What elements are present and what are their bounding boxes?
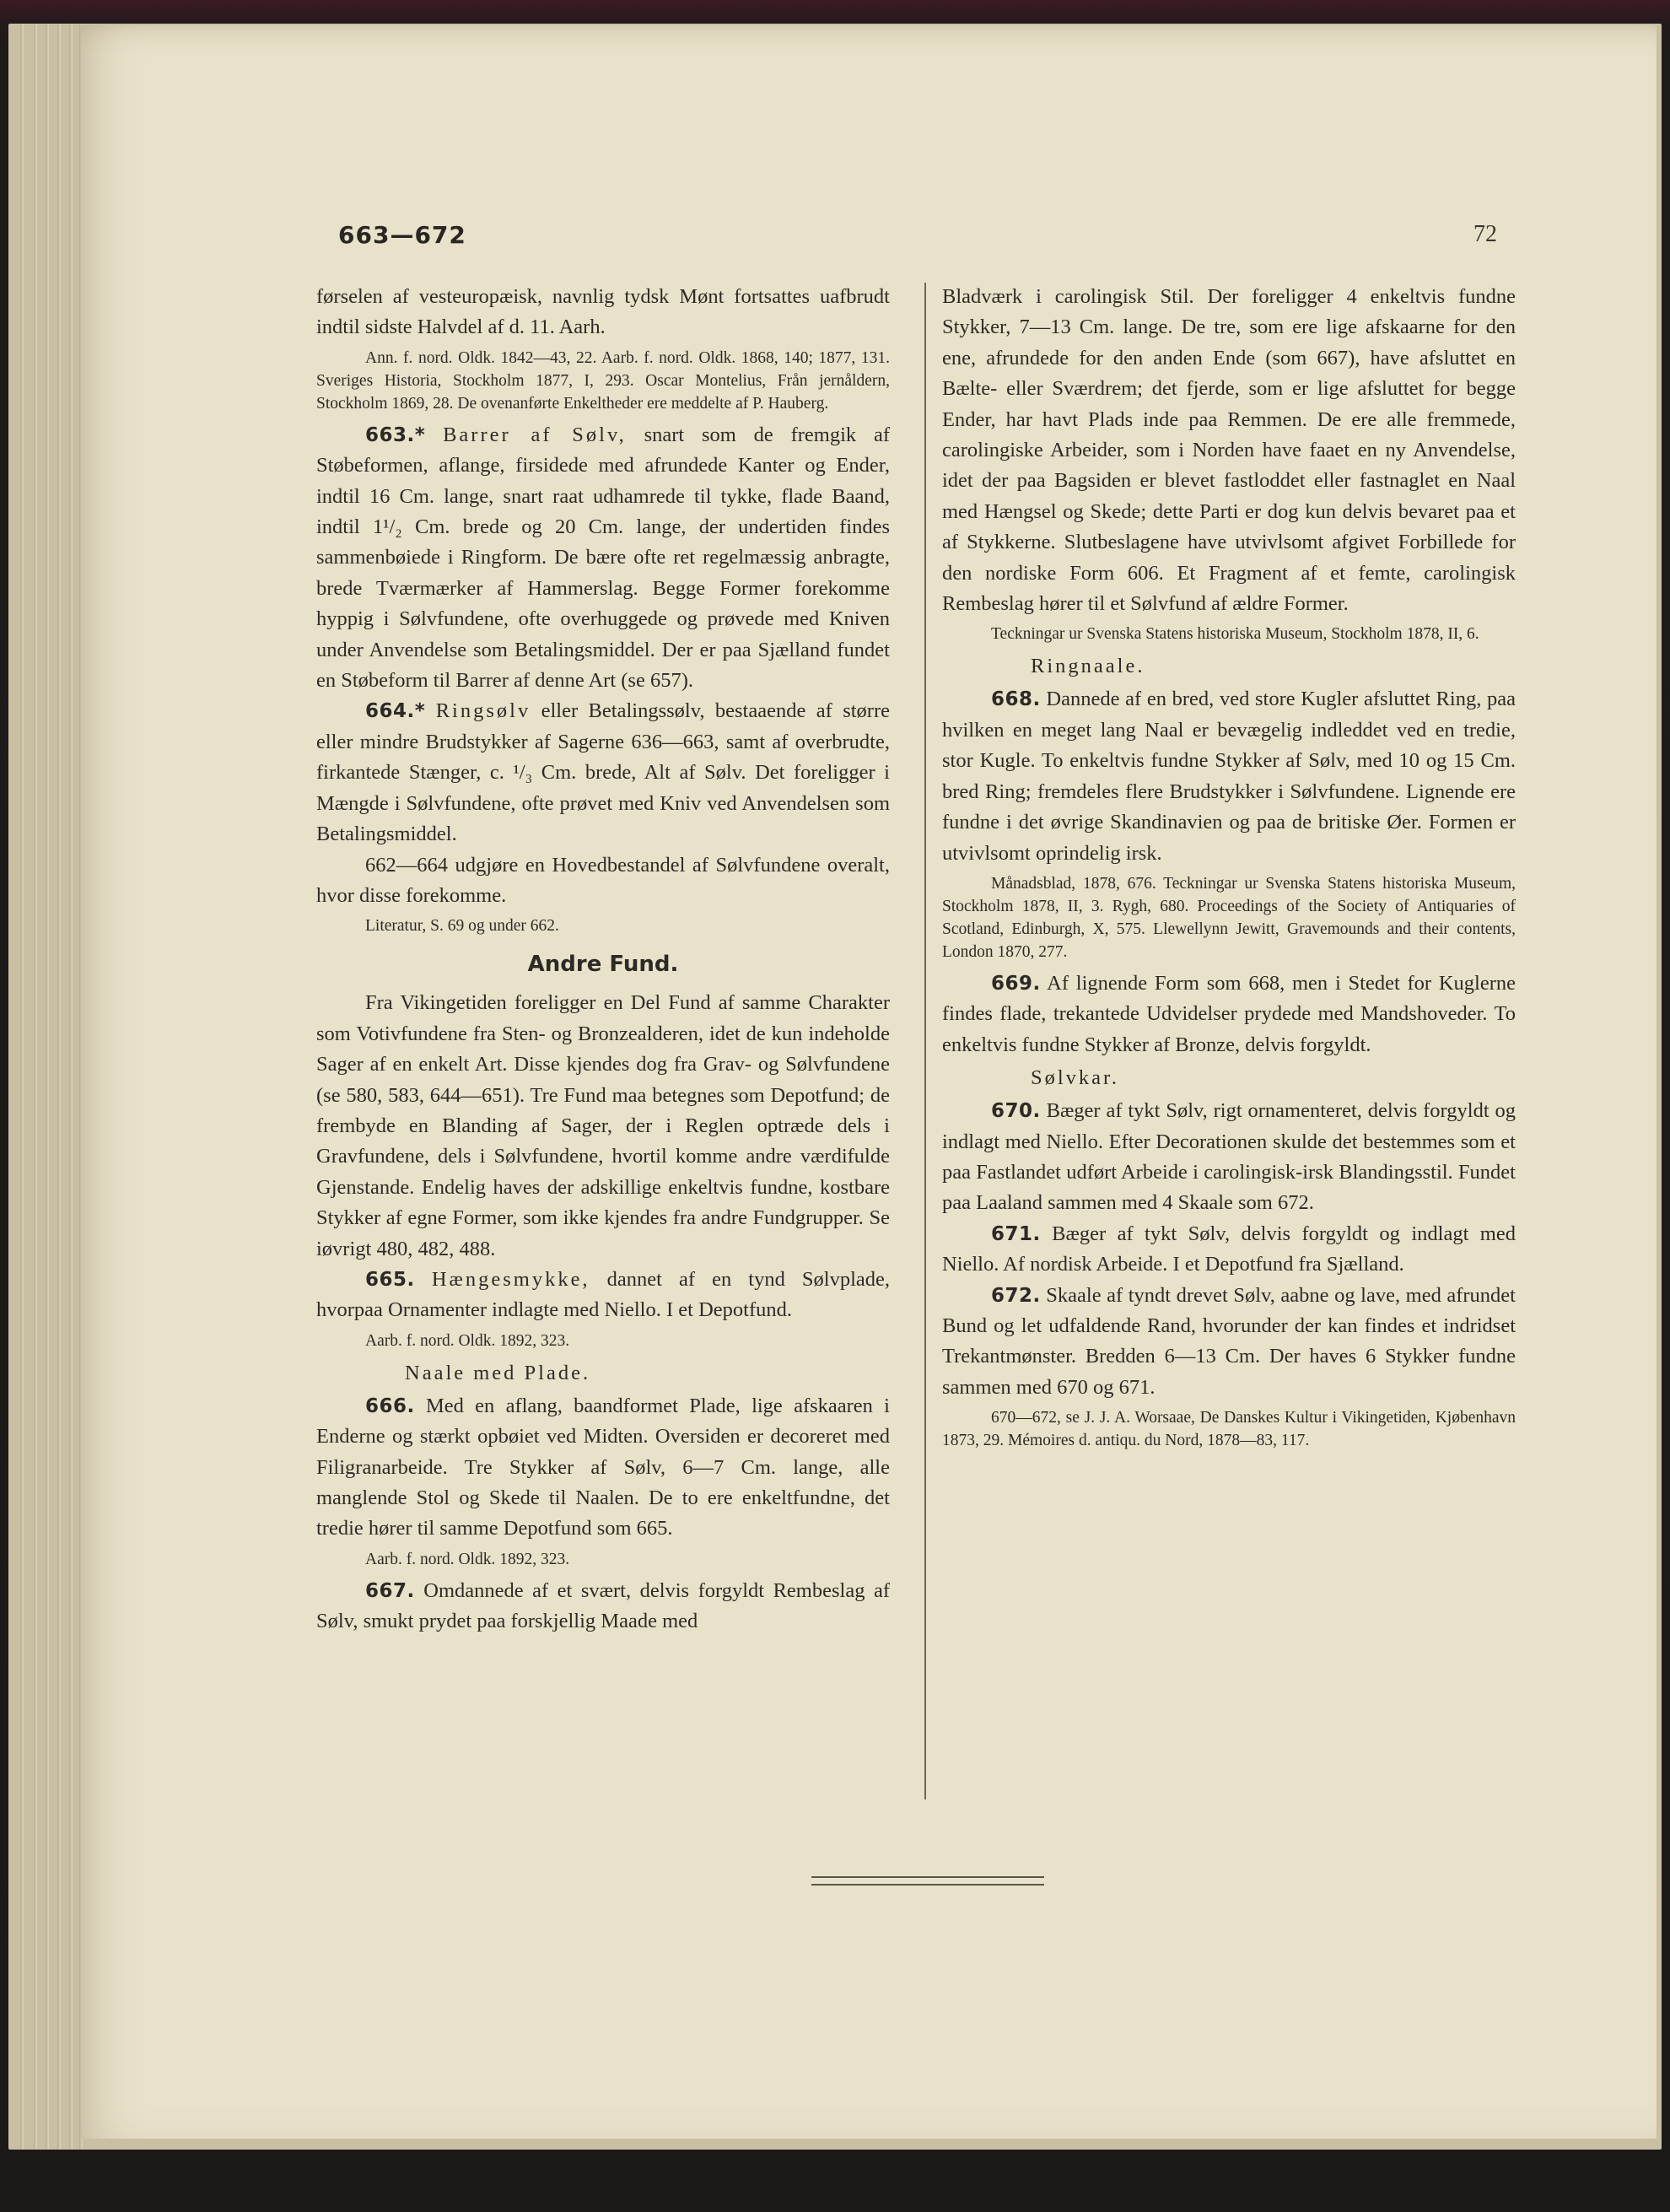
- entry-text: dannet af en tynd Sølvplade, hvorpaa Ornamenter indlagte med Niello. I et Depotfund.: [316, 1267, 890, 1322]
- running-head: 663—672: [338, 221, 466, 249]
- entry-lead: Barrer af Sølv,: [443, 423, 627, 446]
- entry-664: [316, 696, 890, 850]
- reference-note: Teckningar ur Svenska Statens historiska Museum, Stockholm 1878, II, 6.: [991, 625, 1479, 644]
- entry-number: 663.*: [365, 424, 426, 446]
- entry-number: 671.: [991, 1222, 1041, 1245]
- entry-text: eller Betalingssølv, bestaaende af større eller mindre Brudstykker af Sagerne 636—663, samt af overbrudte, firkantede Stænger, c. ¹/₃ Cm. brede, Alt af Sølv. Det foreligger i Mængde i Sølvfundene, ofte prøvet med Kniv ved Anvendelsen som Betalingsmiddel.: [316, 699, 890, 846]
- entry-671: [942, 1219, 1516, 1281]
- entry-number: 666.: [365, 1395, 415, 1417]
- entry-number: 670.: [991, 1100, 1041, 1123]
- paragraph-continued: Bladværk i carolingisk Stil. Der foreligger 4 enkeltvis fundne Stykker, 7—13 Cm. lange. De tre, som ere lige afskaarne for den ene, afrundede for den anden Ende (som 667), have afsluttet en Bælte- eller Sværdrem; det fjerde, som er lige afsluttet for begge Ender, har havt Plads inde paa Remmen. De ere alle fremmede, carolingiske Arbeider, som i Norden have faaet en ny Anvendelse, idet der paa Bagsiden er blevet fastloddet eller fastnaglet en Naal med Hængsel og Skede; dette Parti er dog kun delvis bevaret paa et af Stykkerne. Slutbeslagene have utvivlsomt afgivet Forbillede for den nordiske Form 606. Et Fragment af et femte, carolingisk Rembeslag hører til et Sølvfund af ældre Former.: [942, 285, 1516, 616]
- page-edge: [57, 24, 61, 2150]
- paragraph-continued: førselen af vesteuropæisk, navnlig tydsk Mønt fortsattes uafbrudt indtil sidste Halvdel af d. 11. Aarh.: [316, 285, 890, 339]
- left-column: [316, 282, 890, 1637]
- right-column: [942, 282, 1516, 1457]
- entry-number: 667.: [365, 1579, 415, 1602]
- reference-note: Ann. f. nord. Oldk. 1842—43, 22. Aarb. f. nord. Oldk. 1868, 140; 1877, 131. Sveriges Historia, Stockholm 1877, I, 293. Oscar Montelius, Från jernåldern, Stockholm 1869, 28. De ovenanførte Enkeltheder ere meddelte af P. Hauberg.: [316, 348, 890, 413]
- entry-number: 665.: [365, 1268, 415, 1291]
- entry-text: Dannede af en bred, ved store Kugler afsluttet Ring, paa hvilken en meget lang Naal er bevægelig indleddet ved en tredie, stor Kugle. To enkeltvis fundne Stykker af Sølv, med 10 og 15 Cm. bred Ring; fremdeles flere Brudstykker i Sølvfundene. Lignende ere fundne i det øvrige Skandinavien og paa de britiske Øer. Formen er utvivlsomt oprindelig irsk.: [942, 688, 1516, 865]
- entry-668: [942, 684, 1516, 868]
- reference-note: 670—672, se J. J. A. Worsaae, De Danskes Kultur i Vikingetiden, Kjøbenhavn 1873, 29. Mémoires d. antiqu. du Nord, 1878—83, 117.: [942, 1409, 1516, 1450]
- entry-669: [942, 968, 1516, 1060]
- page-edge: [69, 24, 73, 2150]
- reference-note: Månadsblad, 1878, 676. Teckningar ur Svenska Statens historiska Museum, Stockholm 1878, II, 3. Rygh, 680. Proceedings of the Society of Antiquaries of Scotland, Edinburgh, X, 575. Llewellynn Jewitt, Gravemounds and their contents, London 1870, 277.: [942, 874, 1516, 961]
- entry-672: [942, 1281, 1516, 1404]
- entry-text: Bæger af tykt Sølv, delvis forgyldt og indlagt med Niello. Af nordisk Arbeide. I et Depotfund fra Sjælland.: [942, 1222, 1516, 1276]
- entry-text: Med en aflang, baandformet Plade, lige afskaaren i Enderne og stærkt opbøiet ved Midten. Oversiden er decoreret med Filigranarbeide. Tre Stykker af Sølv, 6—7 Cm. lange, alle manglende Stol og Skede til Naalen. De to ere enkeltfundne, det tredie hører til samme Depotfund som 665.: [316, 1394, 890, 1540]
- column-divider: [924, 283, 926, 1799]
- entry-670: [942, 1096, 1516, 1219]
- reference-note: Literatur, S. 69 og under 662.: [365, 917, 559, 936]
- entry-text: Bæger af tykt Sølv, rigt ornamenteret, delvis forgyldt og indlagt med Niello. Efter Decorationen skulde det bestemmes som et paa Fastlandet udført Arbeide i carolingisk-irsk Blandingsstil. Fundet paa Laaland sammen med 4 Skaale som 672.: [942, 1099, 1516, 1215]
- section-heading: Andre Fund.: [527, 952, 679, 978]
- entry-text: Omdannede af et svært, delvis forgyldt Rembeslag af Sølv, smukt prydet paa forskjellig Maade med: [316, 1578, 890, 1633]
- entry-text: Skaale af tyndt drevet Sølv, aabne og lave, med afrundet Bund og let udfaldende Rand, hvorunder der kan findes et indridset Trekantmønster. Bredden 6—13 Cm. Der haves 6 Stykker fundne sammen med 670 og 671.: [942, 1283, 1516, 1399]
- page-edge: [46, 24, 49, 2150]
- page-number: 72: [1473, 221, 1497, 247]
- subsection-heading: Sølvkar.: [1031, 1066, 1119, 1090]
- entry-text: snart som de fremgik af Støbeformen, aflange, firsidede med afrundede Kanter og Ender, indtil 16 Cm. lange, snart raat udhamrede til tykke, flade Baand, indtil 1¹/₂ Cm. brede og 20 Cm. lange, der undertiden findes sammenbøiede i Ringform. De bære ofte ret regelmæssig anbragte, brede Tværmærker af Hammerslag. Begge Former forekomme hyppig i Sølvfundene, ofte overhuggede og prøvede med Kniven under Anvendelse som Betalingsmiddel. Der er paa Sjælland fundet en Støbeform til Barrer af denne Art (se 657).: [316, 423, 890, 693]
- entry-number: 664.*: [365, 700, 426, 723]
- entry-lead: Hængesmykke,: [431, 1267, 590, 1291]
- entry-number: 668.: [991, 688, 1041, 711]
- entry-lead: Ringsølv: [435, 699, 531, 723]
- entry-667: [316, 1576, 890, 1637]
- end-rule: [811, 1876, 1044, 1886]
- subsection-heading: Ringnaale.: [1031, 655, 1145, 678]
- entry-663: [316, 420, 890, 697]
- entry-number: 669.: [991, 972, 1041, 995]
- paragraph-662-664: 662—664 udgjøre en Hovedbestandel af Sølvfundene overalt, hvor disse forekomme.: [316, 853, 890, 907]
- paragraph-andre-fund: Fra Vikingetiden foreligger en Del Fund af samme Charakter som Votivfundene fra Sten- og Bronzealderen, idet de kun indeholde Sager af en enkelt Art. Disse kjendes dog fra Grav- og Sølvfundene (se 580, 583, 644—651). Tre Fund maa betegnes som Depotfund; de frembyde en Blanding af Sager, der i Reglen optræde dels i Gravfundene, dels i Sølvfundene, hvortil komme andre værdifulde Gjenstande. Endelig haves der adskillige enkeltvis fundne, kostbare Stykker af egne Former, som ikke kjendes fra andre Fundgrupper. Se iøvrigt 480, 482, 488.: [316, 991, 890, 1260]
- page-edge: [20, 24, 24, 2150]
- page-edge: [34, 24, 37, 2150]
- reference-note: Aarb. f. nord. Oldk. 1892, 323.: [365, 1550, 570, 1568]
- entry-text: Af lignende Form som 668, men i Stedet for Kuglerne findes flade, trekantede Udvidelser prydede med Mandshoveder. To enkeltvis fundne Stykker af Bronze, delvis forgyldt.: [942, 971, 1516, 1056]
- entry-666: [316, 1391, 890, 1545]
- reference-note: Aarb. f. nord. Oldk. 1892, 323.: [365, 1331, 570, 1350]
- entry-665: [316, 1265, 890, 1326]
- entry-number: 672.: [991, 1284, 1041, 1307]
- subsection-heading: Naale med Plade.: [405, 1361, 591, 1384]
